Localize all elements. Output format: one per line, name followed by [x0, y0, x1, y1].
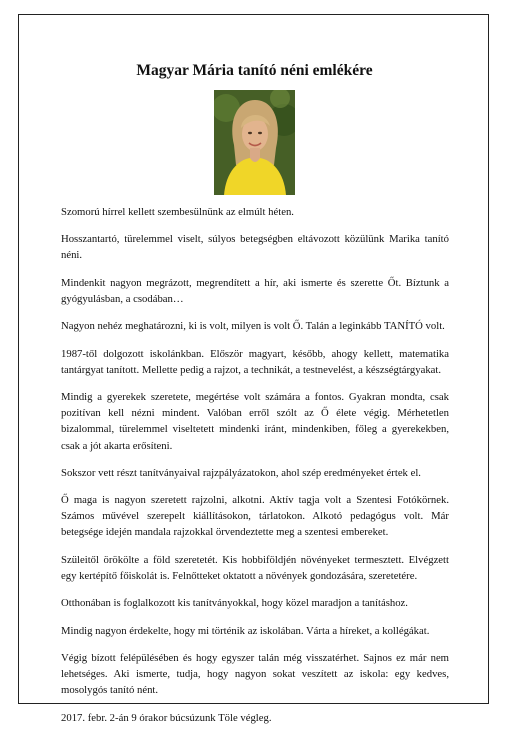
- paragraph: Szomorú hírrel kellett szembesülnünk az elmúlt héten.: [61, 206, 294, 218]
- paragraph: Szüleitől örökölte a föld szeretetét. Kis hobbiföldjén növényeket termesztett. Elvégzett egy kertépítő főiskolát is. Felnőtteket oktatott a növények gondozására, szeretetére.: [61, 553, 449, 582]
- paragraph: Mindig nagyon érdekelte, hogy mi történik az iskolában. Várta a híreket, a kollégákat.: [61, 624, 430, 637]
- paragraph: Hosszantartó, türelemmel viselt, súlyos betegségben eltávozott közülünk Marika tanító néni.: [61, 233, 449, 262]
- page-title: Magyar Mária tanító néni emlékére: [136, 62, 373, 79]
- paragraph: Nagyon nehéz meghatározni, ki is volt, milyen is volt Ő. Talán a leginkább TANÍTÓ volt.: [61, 320, 445, 333]
- paragraph: Sokszor vett részt tanítványaival rajzpályázatokon, ahol szép eredményeket értek el.: [61, 466, 421, 479]
- paragraph: Otthonában is foglalkozott kis tanítványokkal, hogy közel maradjon a tanításhoz.: [61, 597, 408, 610]
- paragraph: 2017. febr. 2-án 9 órakor búcsúzunk Töle végleg.: [61, 711, 272, 724]
- portrait-photo: [214, 90, 295, 195]
- paragraph: 1987-től dolgozott iskolánkban. Először magyart, később, ahogy kellett, matematika tantárgyat tanított. Mellette pedig a rajzot, a technikát, a testnevelést, a készségtárgyakat.: [61, 347, 449, 376]
- paragraph: Mindenkit nagyon megrázott, megrendített a hír, aki ismerte és szerette Őt. Bíztunk a gyógyulásban, a csodában…: [61, 276, 449, 305]
- paragraph: Végig bízott felépülésében és hogy egyszer talán még visszatérhet. Sajnos ez már nem lehetséges. Aki ismerte, tudja, hogy nagyon sokat veszített az iskola: egy kedves, mosolygós tanító nént.: [61, 652, 449, 697]
- document-body: [61, 204, 449, 737]
- paragraph: Ő maga is nagyon szeretett rajzolni, alkotni. Aktív tagja volt a Szentesi Fotókörnek. Számos művével szerepelt kiállításokon, tárlatokon. Alkotó pedagógus volt. Már betegsége idején mandala rajzokkal örvendeztette meg a szentesi embereket.: [61, 494, 449, 539]
- paragraph: Mindig a gyerekek szeretete, megértése volt számára a fontos. Gyakran mondta, csak pozitívan kell nézni mindent. Valóban erről szólt az Ő élete végig. Mérhetetlen bizalommal, türelemmel viseltetett mindenki iránt, mindenkiben, főleg a gyerekekben, csak a jót akarta erősíteni.: [61, 391, 449, 452]
